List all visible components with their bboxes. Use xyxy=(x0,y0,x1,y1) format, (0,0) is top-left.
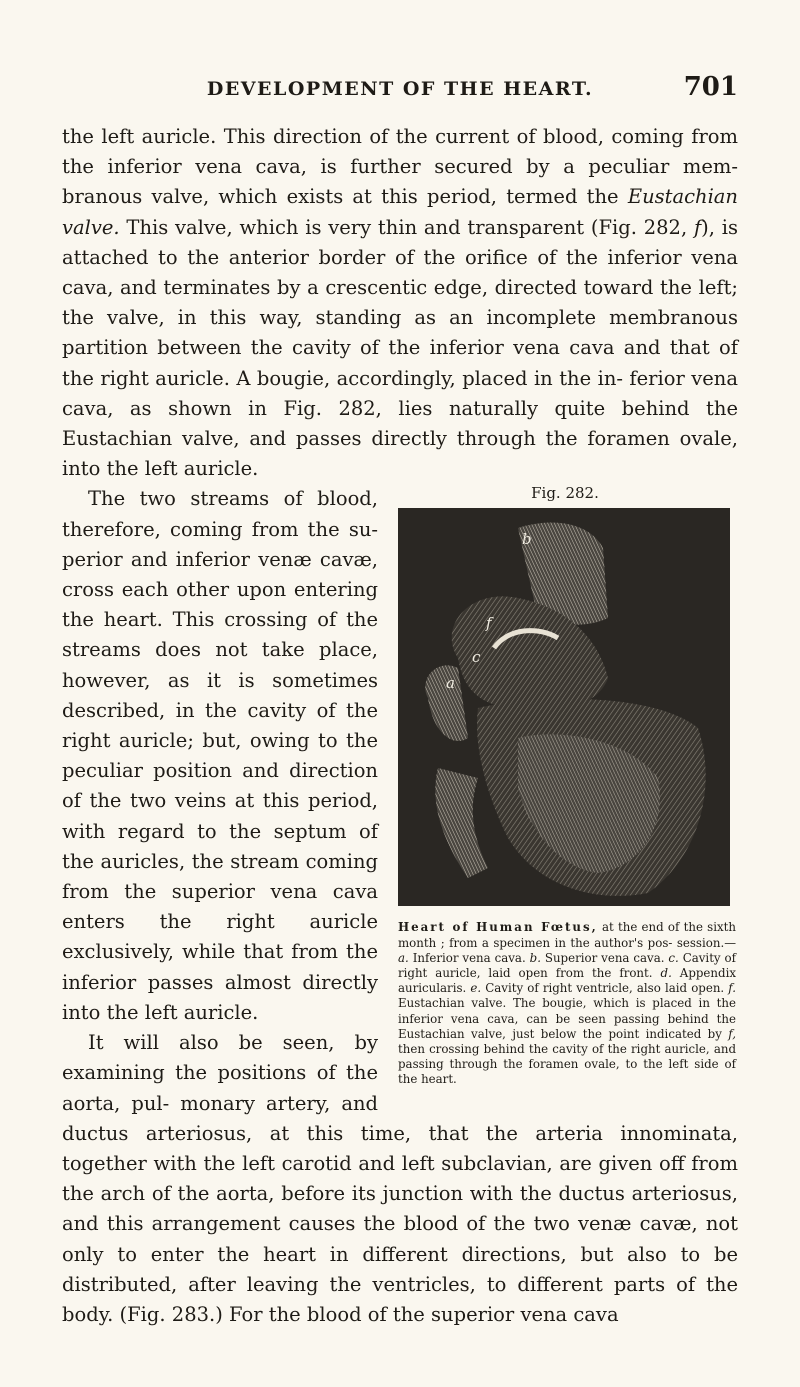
caption-intro: at the end of the sixth month ; from a specimen in the author's pos- session.— xyxy=(398,920,736,950)
cap-text-e: Cavity of right ventricle, also laid open. xyxy=(481,981,729,996)
cap-letter-a: a. xyxy=(398,950,409,965)
page-number: 701 xyxy=(683,72,738,102)
paragraph-1 xyxy=(62,122,738,484)
running-header xyxy=(62,64,738,104)
heart-engraving xyxy=(398,508,730,906)
cap-letter-f: f. xyxy=(728,981,736,996)
cap-letter-e: e. xyxy=(470,981,482,996)
cap-text-f: Eustachian valve. The bougie, which is placed in the inferior vena cava, can be seen passing behind the Eustachian valve, just below the point indicated by xyxy=(398,996,736,1041)
caption-title: Heart of Human Fœtus, xyxy=(398,920,598,935)
paragraph-2: The two streams of blood, therefore, coming from the su- perior and inferior venæ cavæ, cross each other upon entering the heart. This crossing of the streams does not take place, however, as it is sometimes described, in the cavity of the right auricle; but, owing to the peculiar position and direction of the two veins at this period, with regard to the septum of the auricles, the stream coming from the superior vena cava enters the right auricle exclusively, while that from the inferior passes almost directly into the left auricle. xyxy=(62,487,378,1024)
cap-letter-c: c. xyxy=(668,950,679,965)
figure-label: Fig. 282. xyxy=(531,484,599,503)
figure-caption xyxy=(398,920,736,1087)
heart-illustration xyxy=(398,508,730,906)
paragraph-3: It will also be seen, by examining the positions of the aorta, pul- monary artery, and ductus arteriosus, at this time, that the arteria innominata, together with the left carotid and left subclavian, are given off from the arch of the aorta, before its junction with the ductus arteriosus, and this arrangement causes the blood of the two venæ cavæ, not only to enter the heart in different directions, but also to be distributed, after leaving the ventricles, to different parts of the body. (Fig. 283.) For the blood of the superior vena cava xyxy=(62,1031,738,1326)
letter-f: f xyxy=(486,614,492,633)
cap-text-a: Inferior vena cava. xyxy=(408,950,530,965)
running-title: DEVELOPMENT OF THE HEART. xyxy=(206,78,594,100)
eustachian-valve-term: Eustachian valve. xyxy=(62,185,738,239)
cap-text-b: Superior vena cava. xyxy=(540,950,669,965)
p1-fig-letter: f xyxy=(693,215,702,239)
p1-mid: This valve, which is very thin and transparent (Fig. 282, xyxy=(119,215,694,239)
letter-b: b xyxy=(522,530,532,549)
p1-end: ), is attached to the anterior border of the orifice of the inferior vena cava, and terminates by a crescentic edge, directed toward the left; the valve, in this way, standing as an incomplete membranous partition between the cavity of the inferior vena cava and that of the right auricle. A bougie, accordingly, placed in the in- ferior vena cava, as shown in Fig. 282, lies naturally quite behind the Eustachian valve, and passes directly through the foramen ovale, into the left auricle. xyxy=(62,215,738,481)
cap-letter-d: d. xyxy=(660,966,672,981)
cap-text-c: Cavity of right auricle, laid open from the front. xyxy=(398,950,736,981)
cap-text-d: Appendix auricularis. xyxy=(398,966,736,996)
body-text xyxy=(62,122,738,1330)
p1-start: the left auricle. This direction of the current of blood, coming from the inferior vena cava, is further secured by a peculiar mem- branous valve, which exists at this period, termed the xyxy=(62,125,738,209)
cap-letter-f2: f, xyxy=(728,1026,736,1041)
cap-letter-b: b. xyxy=(529,950,541,965)
letter-a: a xyxy=(446,674,455,693)
figure-282 xyxy=(392,484,738,1096)
letter-c: c xyxy=(472,648,481,667)
cap-end: then crossing behind the cavity of the right auricle, and passing through the foramen ovale, to the left side of the heart. xyxy=(398,1042,736,1087)
